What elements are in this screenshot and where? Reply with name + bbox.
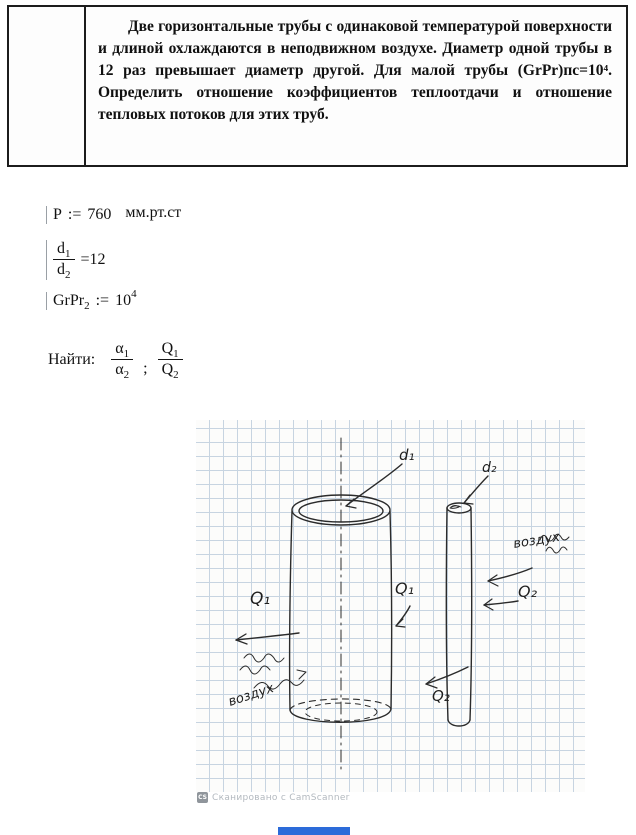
grpr-symbol: GrPr: [53, 292, 85, 309]
label-d2: d₂: [482, 460, 497, 476]
label-d1: d₁: [399, 446, 415, 464]
d2-leader-arrow: [464, 476, 488, 504]
fraction-denominator: [115, 360, 130, 382]
label-q1-mid: Q₁: [395, 579, 415, 598]
equation-diameter-ratio: [46, 240, 106, 280]
q1-mid-arrow: [396, 606, 410, 627]
alpha2-base: α: [115, 361, 124, 379]
alpha1-base: α: [115, 340, 124, 357]
fraction-numerator: [111, 340, 133, 360]
assign-operator: :=: [67, 206, 82, 223]
pipes-sketch: [196, 420, 585, 792]
pressure-value: 760: [87, 206, 112, 223]
equation-grpr: [46, 288, 137, 313]
fraction-numerator: [158, 340, 183, 360]
camscanner-icon: CS: [198, 794, 207, 801]
fraction-denominator: [57, 260, 71, 282]
label-q1-left: Q₁: [250, 589, 271, 609]
camscanner-text: Сканировано с CamScanner: [212, 792, 350, 803]
d1-subscript: 1: [65, 248, 71, 261]
problem-text: Две горизонтальные трубы с одинаковой температурой поверхности и длиной охлаждаются в неподвижном воздухе. Диаметр одной трубы в 12 раз превышает диаметр другой. Для малой трубы (GrPr)пс=10⁴. Определить отношение коэффициентов теплоотдачи и отношение тепловых потоков для этих труб.: [98, 18, 612, 123]
assign-operator: :=: [95, 292, 110, 309]
q2-subscript: 2: [173, 369, 179, 382]
find-label: Найти:: [48, 350, 96, 368]
alpha2-subscript: 2: [123, 369, 130, 382]
d2-base: d: [57, 261, 65, 279]
problem-text-cell: [86, 7, 626, 165]
large-pipe: [290, 438, 392, 774]
label-q2-right: Q₂: [518, 582, 538, 601]
d2-subscript: 2: [65, 269, 71, 282]
problem-number-cell: [9, 7, 86, 165]
pressure-unit: мм.рт.ст: [125, 204, 182, 221]
bottom-blue-bar: [278, 827, 350, 835]
d1-base: d: [57, 240, 65, 257]
q-ratio-fraction: [158, 340, 183, 380]
find-line: [48, 340, 183, 380]
camscanner-watermark: [197, 792, 350, 803]
diameter-fraction: [53, 240, 75, 280]
q2-right-arrow: [484, 599, 518, 610]
grpr-base: [53, 292, 90, 313]
label-air-left: воздух: [226, 681, 276, 710]
separator: ;: [143, 359, 148, 377]
pressure-symbol: P: [53, 206, 62, 223]
small-pipe: [446, 503, 471, 726]
fraction-denominator: [161, 360, 179, 382]
ratio-value: =12: [80, 250, 106, 268]
equation-pressure: [46, 206, 181, 224]
q2-base: Q: [161, 361, 174, 379]
grpr-exponent: 4: [131, 288, 137, 300]
problem-statement-box: [7, 5, 628, 167]
grpr-subscript: 2: [84, 300, 90, 313]
grpr-value: [115, 288, 137, 310]
d1-leader-arrow: [346, 464, 402, 508]
fraction-numerator: [53, 240, 75, 260]
hand-drawn-figure: [196, 420, 585, 792]
label-air-right: воздух: [512, 529, 561, 552]
alpha1-subscript: 1: [123, 348, 130, 361]
label-q2-lower: Q₂: [432, 687, 450, 705]
q1-base: Q: [161, 340, 174, 357]
grpr-mantissa: 10: [115, 292, 132, 309]
alpha-ratio-fraction: [111, 340, 133, 380]
q1-subscript: 1: [173, 348, 179, 361]
